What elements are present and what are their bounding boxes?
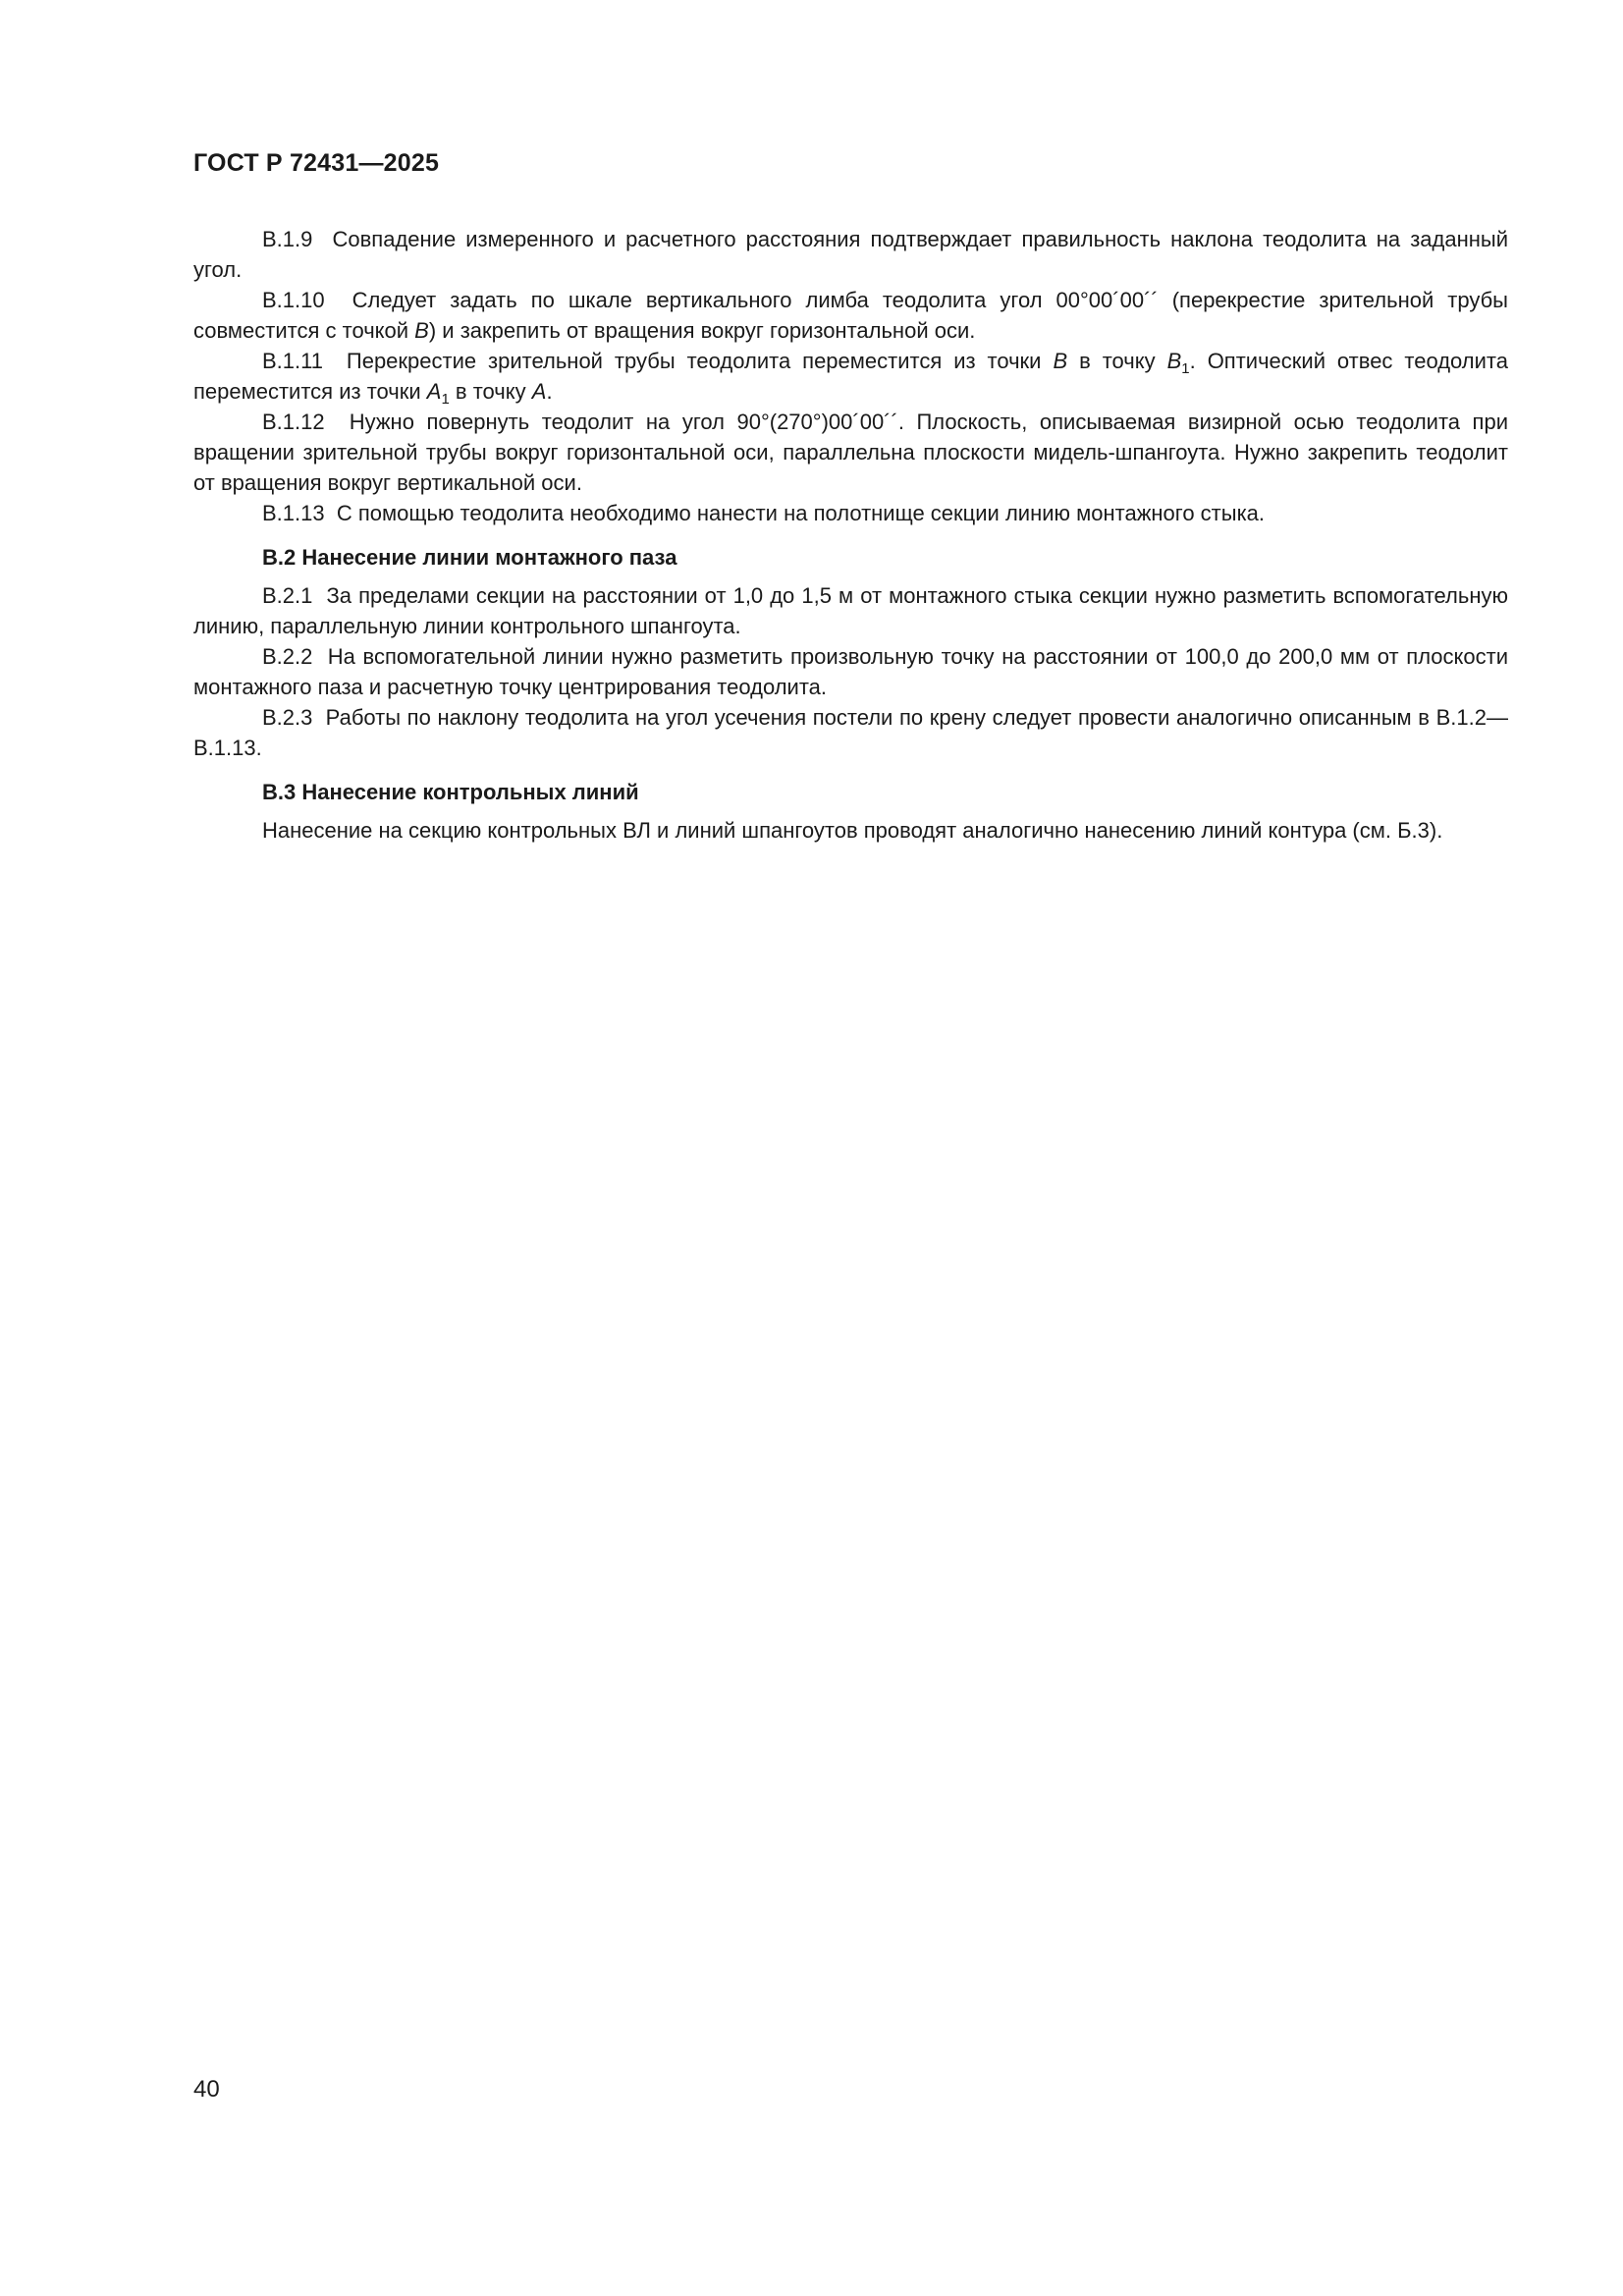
point-label: В — [1053, 349, 1068, 373]
clause-text: На вспомогательной линии нужно разметить произвольную точку на расстоянии от 100,0 до 200,0 мм от плоскости монтажного паза и расчетную точку центрирования теодолита. — [193, 644, 1509, 699]
page-number: 40 — [193, 2076, 220, 2103]
section-heading-b2: В.2 Нанесение линии монтажного паза — [262, 545, 677, 570]
clause-text: Работы по наклону теодолита на угол усечения постели по крену следует провести аналогично описанным в В.1.2—В.1.13. — [193, 705, 1508, 760]
clause-text: Следует задать по шкале вертикального лимба теодолита угол 00°00´00´´ (перекрестие зрительной трубы совместится с точкой — [193, 288, 1508, 343]
clause-number: В.1.13 — [262, 501, 325, 525]
clause-number: В.1.10 — [262, 288, 325, 312]
clause-number: В.1.9 — [262, 227, 313, 251]
point-label: В — [414, 318, 429, 343]
paragraph-b2-3 — [193, 702, 1508, 763]
clause-text: Совпадение измеренного и расчетного расстояния подтверждает правильность наклона теодолита на заданный угол. — [193, 227, 1508, 282]
document-header: ГОСТ Р 72431—2025 — [193, 149, 440, 177]
paragraph-b1-12 — [193, 407, 1508, 498]
point-label: А — [531, 379, 547, 404]
paragraph-b3: Нанесение на секцию контрольных ВЛ и линий шпангоутов проводят аналогично нанесению линий контура (см. Б.3). — [262, 818, 1443, 843]
paragraph-b1-10 — [193, 285, 1508, 346]
paragraph-b1-13 — [193, 498, 1508, 528]
clause-text: в точку — [449, 379, 532, 404]
clause-text: Перекрестие зрительной трубы теодолита переместится из точки — [346, 349, 1054, 373]
paragraph-b1-9 — [193, 224, 1508, 285]
clause-number: В.2.2 — [262, 644, 313, 669]
clause-number: В.2.3 — [262, 705, 313, 730]
point-label: В — [1166, 349, 1182, 373]
paragraph-b2-1 — [193, 580, 1508, 641]
paragraph-b1-11 — [193, 346, 1508, 407]
clause-number: В.1.11 — [262, 349, 323, 373]
clause-text: ) и закрепить от вращения вокруг горизонтальной оси. — [428, 318, 976, 343]
clause-number: В.2.1 — [262, 583, 313, 608]
paragraph-b2-2 — [193, 641, 1508, 702]
clause-text: За пределами секции на расстоянии от 1,0 до 1,5 м от монтажного стыка секции нужно разметить вспомогательную линию, параллельную линии контрольного шпангоута. — [193, 583, 1508, 638]
clause-number: В.1.12 — [262, 410, 325, 434]
point-label: А — [426, 379, 442, 404]
document-body — [193, 224, 1508, 846]
clause-text: Нужно повернуть теодолит на угол 90°(270°)00´00´´. Плоскость, описываемая визирной осью теодолита при вращении зрительной трубы вокруг горизонтальной оси, параллельна плоскости мидель-шпангоута. Нужно закрепить теодолит от вращения вокруг вертикальной оси. — [193, 410, 1508, 495]
clause-text: С помощью теодолита необходимо нанести на полотнище секции линию монтажного стыка. — [336, 501, 1266, 525]
subscript: 1 — [1181, 360, 1190, 377]
subscript: 1 — [441, 391, 450, 408]
clause-text: . — [546, 379, 553, 404]
clause-text: в точку — [1067, 349, 1167, 373]
section-heading-b3: В.3 Нанесение контрольных линий — [262, 780, 639, 804]
clause-text: . Оптический отвес теодолита переместится из точки — [193, 349, 1508, 404]
